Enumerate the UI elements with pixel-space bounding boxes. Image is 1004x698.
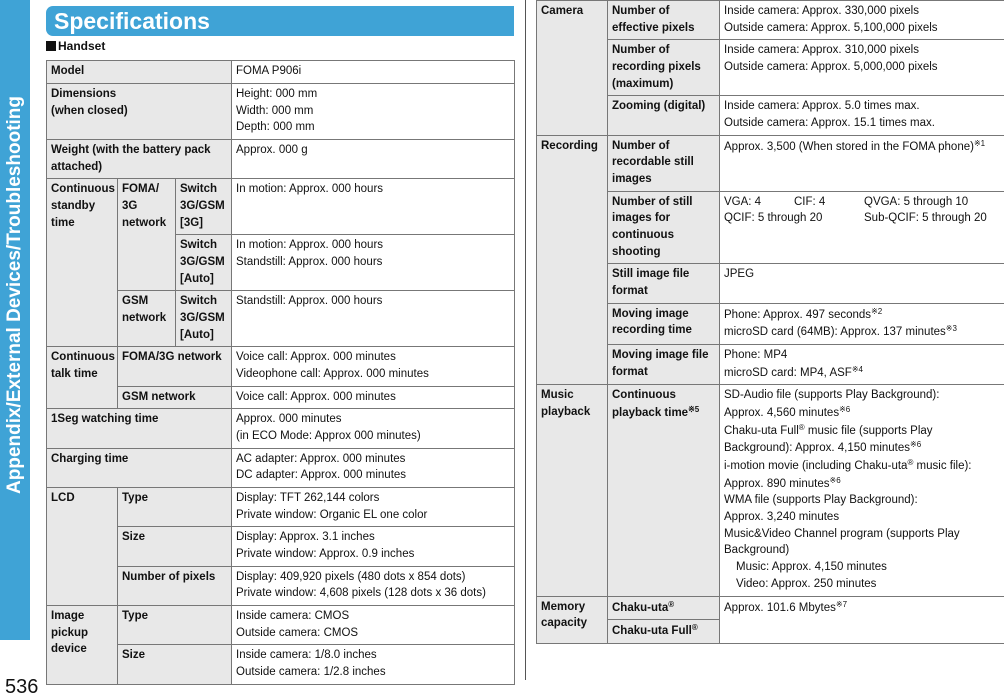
row-value: Inside camera: Approx. 330,000 pixels Outside camera: Approx. 5,100,000 pixels xyxy=(720,1,1004,40)
spec-table-right xyxy=(536,0,1004,644)
table-row xyxy=(537,303,1004,344)
table-row xyxy=(537,345,1004,385)
row-label: Continuous standby time xyxy=(47,179,118,347)
row-value: AC adapter: Approx. 000 minutes DC adapter: Approx. 000 minutes xyxy=(232,448,515,487)
sub-label: Number of recording pixels (maximum) xyxy=(608,40,720,96)
row-value: Approx. 3,500 (When stored in the FOMA phone)$^{※1}$ xyxy=(720,135,1004,191)
row-value: Approx. 000 minutes (in ECO Mode: Approx 000 minutes) xyxy=(232,409,515,448)
sub-label: Moving image file format xyxy=(608,345,720,385)
row-value: SD-Audio file (supports Play Background): Approx. 4,560 minutes$^{※6}$ Chaku-uta Full® music file (supports Play Background): Approx. 4,150 minutes$^{※6}$ i-motion movie (including Chaku-uta® music file): Approx. 890 minutes$^{※6}$ WMA file (supports Play Background): Approx. 3,240 minutes Music&Video Channel program (supports Play Background) Music: Approx. 4,150 minutes Video: Approx. 250 minutes xyxy=(720,385,1004,596)
sub-label: Number of recordable still images xyxy=(608,135,720,191)
row-label: Charging time xyxy=(47,448,232,487)
row-value: Display: TFT 262,144 colors Private window: Organic EL one color xyxy=(232,488,515,527)
page-number: 536 xyxy=(5,676,39,698)
row-value: Voice call: Approx. 000 minutes xyxy=(232,386,515,409)
row-value: Approx. 101.6 Mbytes$^{※7}$ xyxy=(720,596,1004,643)
row-label: 1Seg watching time xyxy=(47,409,232,448)
row-value: Height: 000 mm Width: 000 mm Depth: 000 mm xyxy=(232,84,515,140)
table-row xyxy=(47,140,515,179)
page-title: Specifications xyxy=(46,6,514,36)
sub-label: Zooming (digital) xyxy=(608,96,720,135)
row-value: Phone: Approx. 497 seconds$^{※2}$ microSD card (64MB): Approx. 137 minutes$^{※3}$ xyxy=(720,303,1004,344)
section-heading xyxy=(46,39,105,53)
table-row xyxy=(537,135,1004,191)
sub-label: FOMA/ 3G network xyxy=(118,179,176,291)
sidebar-tab xyxy=(0,0,30,640)
table-row xyxy=(47,645,515,684)
row-label: Dimensions (when closed) xyxy=(47,84,232,140)
table-row xyxy=(47,291,515,347)
row-label: Memory capacity xyxy=(537,596,608,643)
sub-label: Size xyxy=(118,527,232,566)
column-divider xyxy=(525,0,526,680)
sub-label: FOMA/3G network xyxy=(118,347,232,386)
sub-label: Size xyxy=(118,645,232,684)
table-row xyxy=(537,1,1004,40)
row-value: VGA: 4 CIF: 4 QVGA: 5 through 10 QCIF: 5 through 20 Sub-QCIF: 5 through 20 xyxy=(720,191,1004,264)
table-row xyxy=(537,264,1004,303)
table-row xyxy=(47,84,515,140)
sub-label: Chaku-uta® xyxy=(608,596,720,620)
table-row xyxy=(47,606,515,645)
table-row xyxy=(47,566,515,605)
sub-label: Switch 3G/GSM [Auto] xyxy=(176,291,232,347)
spec-table-left xyxy=(46,60,515,685)
table-row xyxy=(47,179,515,235)
table-row xyxy=(47,527,515,566)
sub-label: Number of effective pixels xyxy=(608,1,720,40)
row-label: Image pickup device xyxy=(47,606,118,685)
table-row xyxy=(47,347,515,386)
sidebar-title: Appendix/External Devices/Troubleshooting xyxy=(4,95,25,495)
sub-label: Number of pixels xyxy=(118,566,232,605)
sub-label: Number of still images for continuous shooting xyxy=(608,191,720,264)
table-row xyxy=(47,488,515,527)
table-row xyxy=(537,596,1004,620)
sub-label: Continuous playback time$^{※5}$ xyxy=(608,385,720,596)
sub-label: Still image file format xyxy=(608,264,720,303)
row-label: Camera xyxy=(537,1,608,136)
row-value: Inside camera: Approx. 310,000 pixels Outside camera: Approx. 5,000,000 pixels xyxy=(720,40,1004,96)
table-row xyxy=(47,409,515,448)
section-label: Handset xyxy=(58,39,106,53)
row-value: FOMA P906i xyxy=(232,61,515,84)
row-label: LCD xyxy=(47,488,118,606)
row-value: JPEG xyxy=(720,264,1004,303)
row-value: Display: 409,920 pixels (480 dots x 854 dots) Private window: 4,608 pixels (128 dots x 36 dots) xyxy=(232,566,515,605)
table-row xyxy=(537,40,1004,96)
row-label: Model xyxy=(47,61,232,84)
row-label: Continuous talk time xyxy=(47,347,118,409)
row-label: Recording xyxy=(537,135,608,385)
row-value: Inside camera: 1/8.0 inches Outside camera: 1/2.8 inches xyxy=(232,645,515,684)
row-value: Display: Approx. 3.1 inches Private window: Approx. 0.9 inches xyxy=(232,527,515,566)
sub-label: Chaku-uta Full® xyxy=(608,620,720,644)
row-value: Inside camera: CMOS Outside camera: CMOS xyxy=(232,606,515,645)
table-row xyxy=(47,386,515,409)
row-value: Voice call: Approx. 000 minutes Videophone call: Approx. 000 minutes xyxy=(232,347,515,386)
sub-label: GSM network xyxy=(118,386,232,409)
row-label: Music playback xyxy=(537,385,608,596)
sub-label: Switch 3G/GSM [Auto] xyxy=(176,235,232,291)
row-value: Phone: MP4 microSD card: MP4, ASF$^{※4}$ xyxy=(720,345,1004,385)
square-bullet-icon xyxy=(46,41,56,51)
table-row xyxy=(47,448,515,487)
table-row xyxy=(537,191,1004,264)
row-value: Standstill: Approx. 000 hours xyxy=(232,291,515,347)
row-value: Approx. 000 g xyxy=(232,140,515,179)
sub-label: Switch 3G/GSM [3G] xyxy=(176,179,232,235)
row-value: In motion: Approx. 000 hours Standstill: Approx. 000 hours xyxy=(232,235,515,291)
sub-label: Type xyxy=(118,488,232,527)
table-row xyxy=(537,96,1004,135)
row-label: Weight (with the battery pack attached) xyxy=(47,140,232,179)
table-row xyxy=(537,385,1004,596)
sub-label: GSM network xyxy=(118,291,176,347)
row-value: Inside camera: Approx. 5.0 times max. Outside camera: Approx. 15.1 times max. xyxy=(720,96,1004,135)
row-value: In motion: Approx. 000 hours xyxy=(232,179,515,235)
sub-label: Type xyxy=(118,606,232,645)
table-row xyxy=(47,61,515,84)
sub-label: Moving image recording time xyxy=(608,303,720,344)
